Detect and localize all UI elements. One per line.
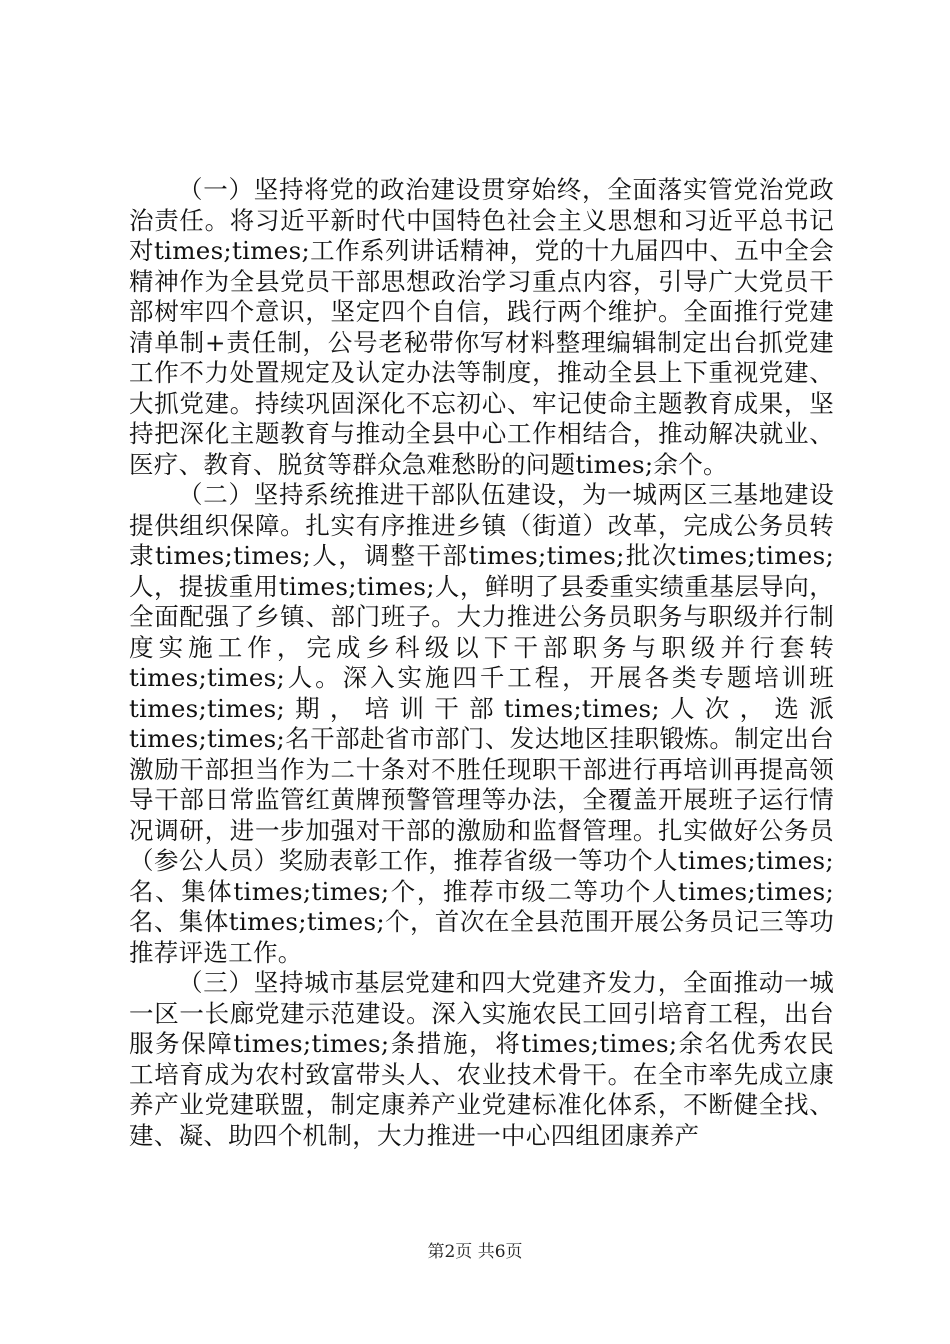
document-body	[129, 175, 834, 1151]
paragraph-3: （三）坚持城市基层党建和四大党建齐发力，全面推动一城一区一长廊党建示范建设。深入实施农民工回引培育工程，出台服务保障times;times;条措施，将times;times;余名优秀农民工培育成为农村致富带头人、农业技术骨干。在全市率先成立康养产业党建联盟，制定康养产业党建标准化体系，不断健全找、建、凝、助四个机制，大力推进一中心四组团康养产	[129, 968, 834, 1150]
paragraph-2: （二）坚持系统推进干部队伍建设，为一城两区三基地建设提供组织保障。扎实有序推进乡镇（街道）改革，完成公务员转隶times;times;人，调整干部times;times;批次times;times;人，提拔重用times;times;人，鲜明了县委重实绩重基层导向，全面配强了乡镇、部门班子。大力推进公务员职务与职级并行制度实施工作，完成乡科级以下干部职务与职级并行套转times;times;人。深入实施四千工程，开展各类专题培训班times;times;期，培训干部times;times;人次，选派times;times;名干部赴省市部门、发达地区挂职锻炼。制定出台激励干部担当作为二十条对不胜任现职干部进行再培训再提高领导干部日常监管红黄牌预警管理等办法，全覆盖开展班子运行情况调研，进一步加强对干部的激励和监督管理。扎实做好公务员（参公人员）奖励表彰工作，推荐省级一等功个人times;times;名、集体times;times;个，推荐市级二等功个人times;times;名、集体times;times;个，首次在全县范围开展公务员记三等功推荐评选工作。	[129, 480, 834, 967]
paragraph-1: （一）坚持将党的政治建设贯穿始终，全面落实管党治党政治责任。将习近平新时代中国特色社会主义思想和习近平总书记对times;times;工作系列讲话精神，党的十九届四中、五中全会精神作为全县党员干部思想政治学习重点内容，引导广大党员干部树牢四个意识，坚定四个自信，践行两个维护。全面推行党建清单制+责任制，公号老秘带你写材料整理编辑制定出台抓党建工作不力处置规定及认定办法等制度，推动全县上下重视党建、大抓党建。持续巩固深化不忘初心、牢记使命主题教育成果，坚持把深化主题教育与推动全县中心工作相结合，推动解决就业、医疗、教育、脱贫等群众急难愁盼的问题times;余个。	[129, 175, 834, 479]
page-number-footer: 第2页 共6页	[427, 1242, 523, 1262]
